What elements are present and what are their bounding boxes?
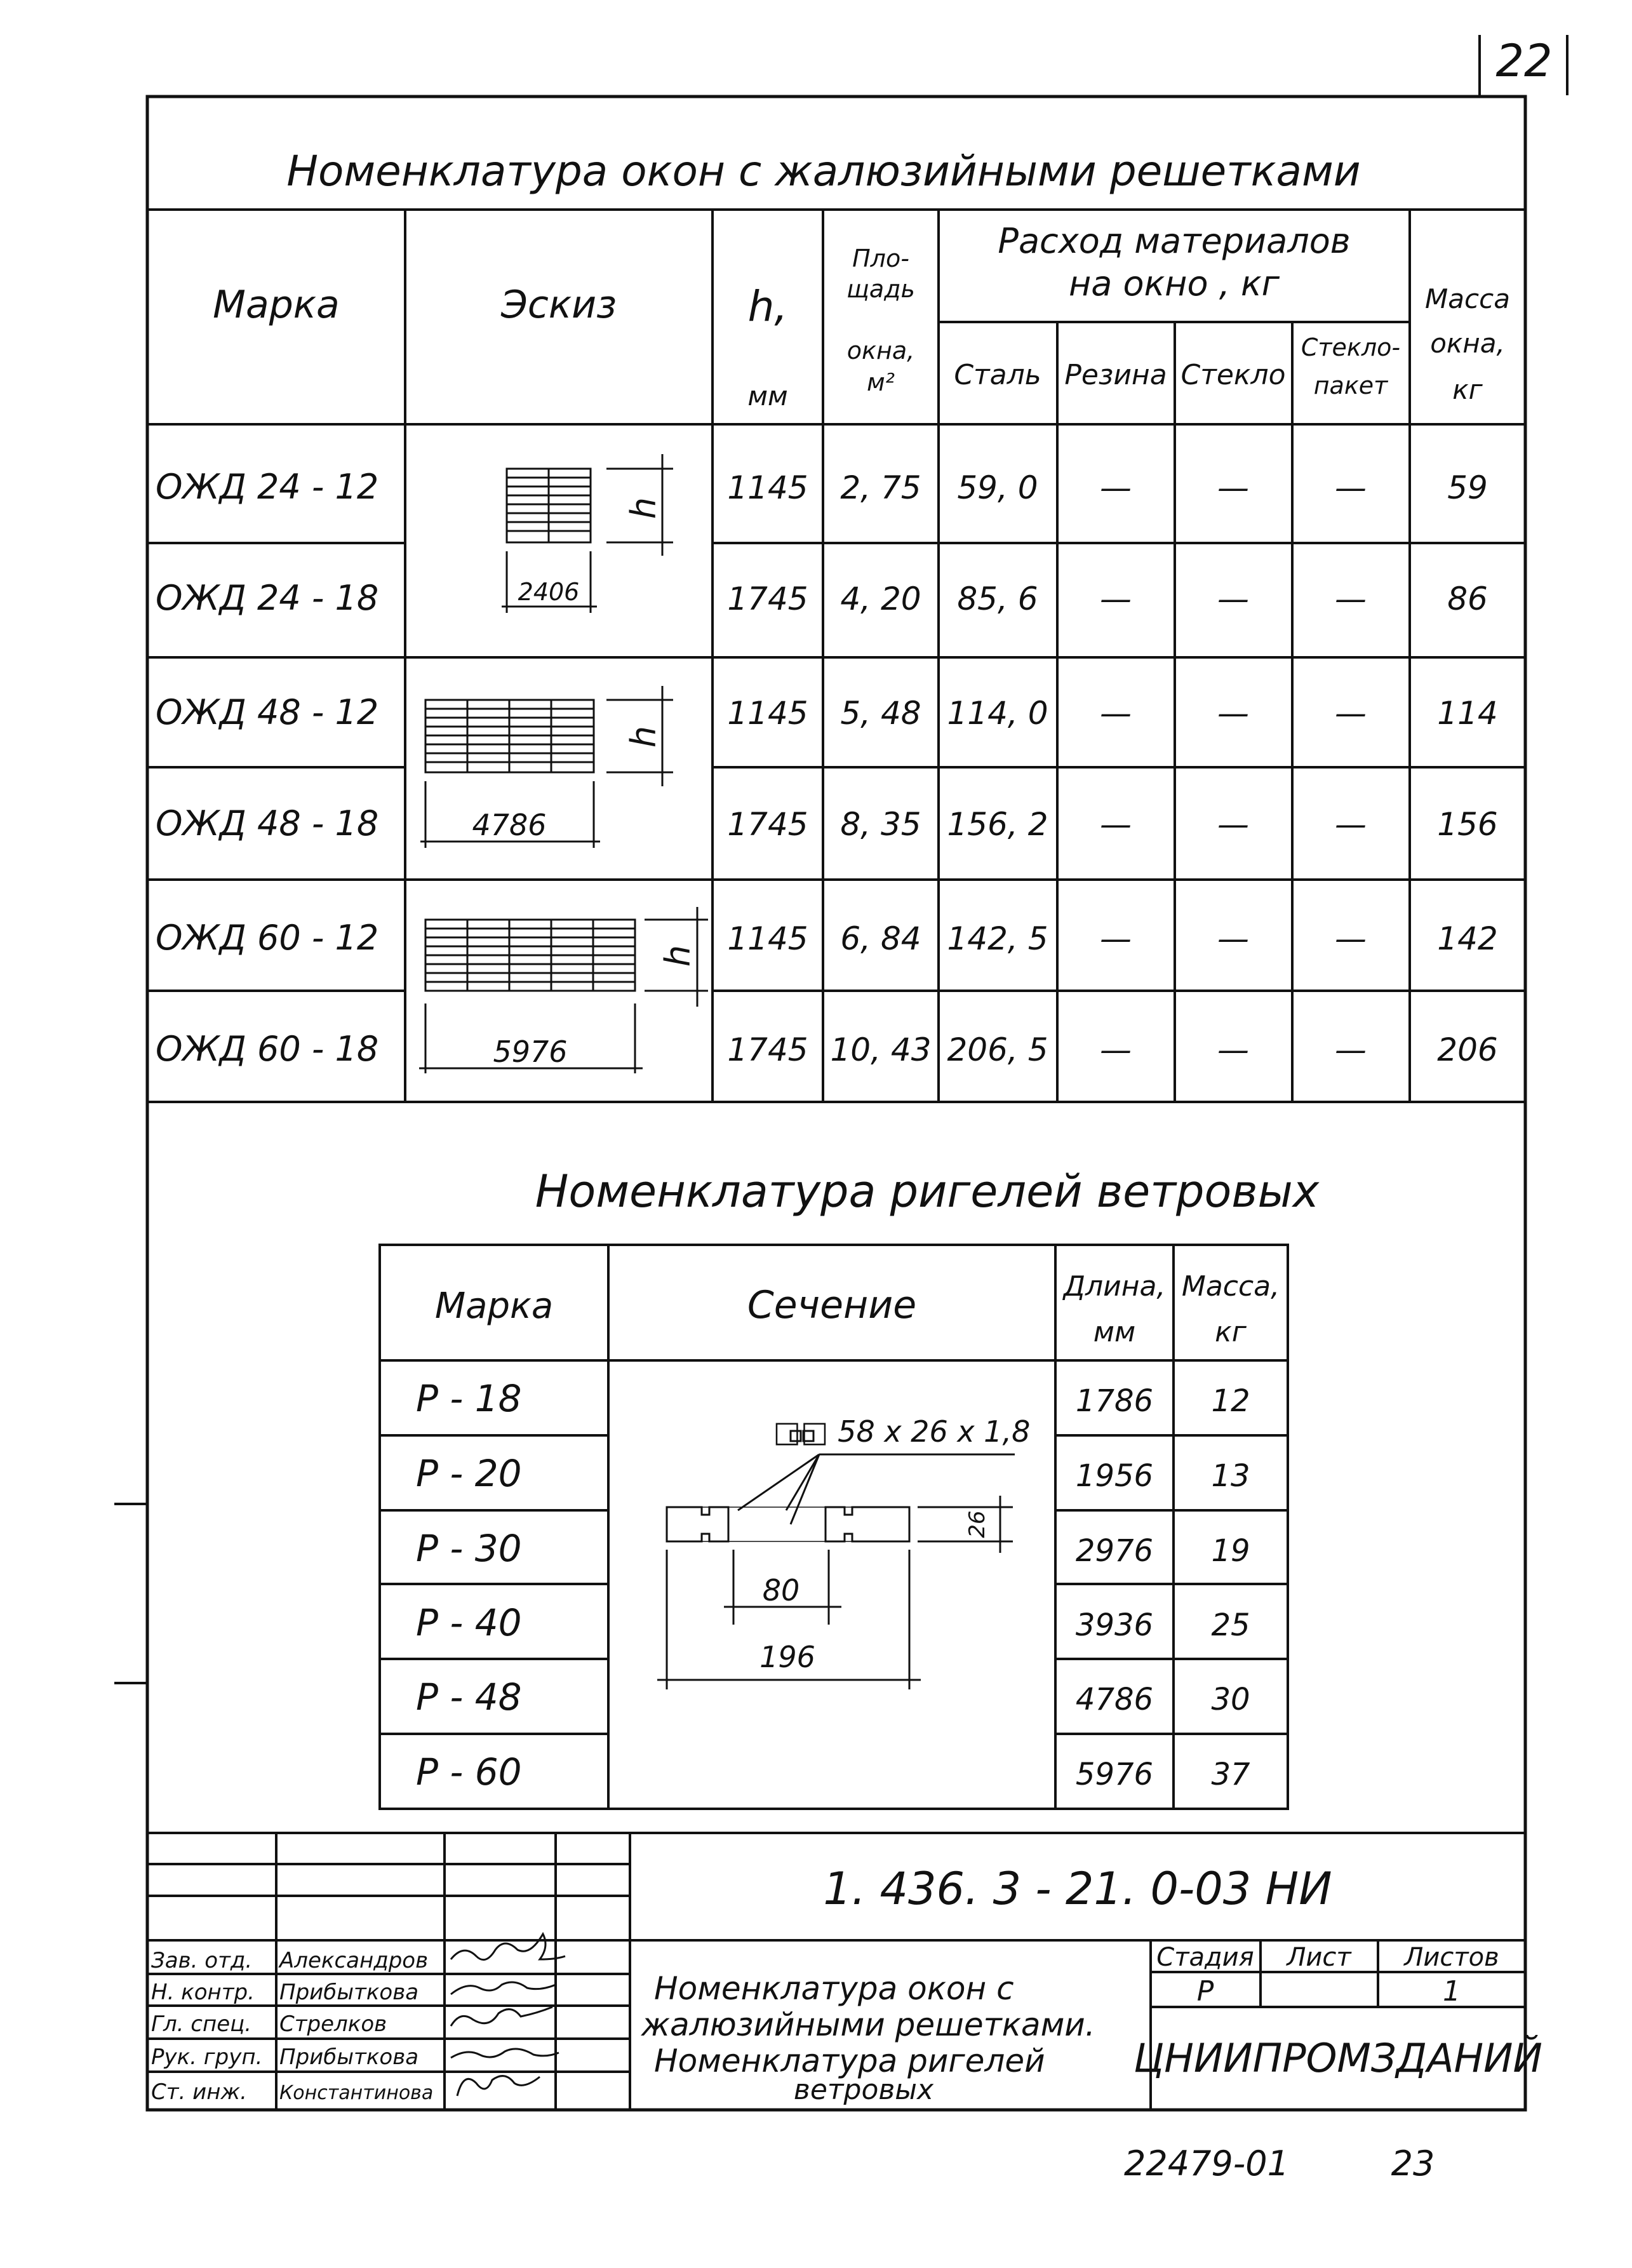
row-mark: ОЖД 24 - 12 (156, 467, 379, 507)
signatory-row (151, 2011, 387, 2037)
row-glazing: — (1335, 469, 1367, 506)
row-area: 8, 35 (840, 806, 921, 843)
beam-mass: 19 (1211, 1533, 1250, 1569)
row-glazing: — (1335, 806, 1367, 843)
window-sketch-medium (420, 686, 673, 848)
row-glass: — (1217, 469, 1249, 506)
sheets-value: 1 (1443, 1975, 1461, 2008)
row-area: 2, 75 (840, 469, 921, 506)
table-row (416, 1675, 1250, 1719)
sheet-label: Лист (1287, 1943, 1351, 1972)
row-area: 10, 43 (830, 1031, 932, 1068)
beam-dim-80: 80 (762, 1573, 800, 1607)
table-row (416, 1377, 1250, 1420)
row-mass: 206 (1437, 1031, 1498, 1068)
row-glass: — (1217, 1031, 1249, 1068)
table-row (156, 803, 1498, 843)
row-mass: 142 (1437, 920, 1498, 957)
beams-header-section: Сечение (747, 1283, 917, 1327)
row-mark: ОЖД 48 - 18 (156, 803, 379, 843)
beam-mark: Р - 40 (416, 1601, 522, 1644)
header-mark: Марка (213, 283, 340, 327)
header-area-4: м² (867, 368, 895, 396)
row-rubber: — (1100, 806, 1132, 843)
row-glazing: — (1335, 1031, 1367, 1068)
row-steel: 156, 2 (947, 806, 1048, 843)
row-area: 6, 84 (840, 920, 921, 957)
beam-mass: 12 (1211, 1383, 1250, 1419)
beams-header-mass-1: Масса, (1181, 1270, 1280, 1303)
beams-header-length-2: мм (1093, 1316, 1136, 1348)
sketch-width-5976: 5976 (493, 1035, 568, 1069)
beam-dim-196: 196 (759, 1640, 815, 1674)
beam-length: 1786 (1075, 1383, 1154, 1419)
organization-name: ЦНИИПРОМЗДАНИЙ (1134, 2035, 1542, 2081)
table-row (416, 1452, 1250, 1495)
beams-header-mass-2: кг (1215, 1316, 1247, 1348)
signatory-name: Прибыткова (279, 2044, 419, 2070)
drawing-code: 1. 436. 3 - 21. 0-03 НИ (823, 1863, 1332, 1915)
signatory-row (151, 1948, 428, 1973)
row-area: 5, 48 (840, 695, 921, 732)
signatory-role: Рук. груп. (151, 2044, 263, 2070)
table-row (416, 1527, 1250, 1570)
beams-header-length-1: Длина, (1063, 1270, 1166, 1303)
row-glazing: — (1335, 695, 1367, 732)
beam-mass: 37 (1211, 1757, 1250, 1792)
sheet-number: 22 (1495, 35, 1553, 87)
signatory-role: Н. контр. (151, 1980, 255, 2005)
beam-profile-label: □□ 58 х 26 х 1,8 (773, 1414, 1031, 1449)
table-row (156, 692, 1498, 732)
row-h: 1745 (727, 806, 808, 843)
signatory-row (151, 1980, 418, 2005)
windows-table-title: Номенклатура окон с жалюзийными решетками (286, 147, 1361, 196)
signatory-name: Прибыткова (279, 1980, 419, 2005)
beam-length: 1956 (1075, 1458, 1154, 1494)
row-h: 1145 (727, 469, 808, 506)
beam-section-sketch (657, 1431, 1015, 1689)
beams-header-mark: Марка (434, 1285, 554, 1327)
header-mass-1: Масса (1425, 283, 1510, 314)
signature (451, 2007, 552, 2026)
beam-length: 2976 (1075, 1533, 1154, 1569)
signature (457, 2076, 540, 2096)
row-mass: 114 (1437, 695, 1498, 732)
row-steel: 114, 0 (947, 695, 1048, 732)
signature (451, 1982, 556, 1994)
row-rubber: — (1100, 1031, 1132, 1068)
row-glazing: — (1335, 580, 1367, 617)
row-steel: 206, 5 (947, 1031, 1048, 1068)
beam-mass: 30 (1211, 1682, 1250, 1717)
beam-mark: Р - 48 (416, 1675, 522, 1719)
beam-mark: Р - 30 (416, 1527, 522, 1570)
row-mark: ОЖД 60 - 12 (156, 918, 379, 958)
signatory-name: Константинова (279, 2082, 434, 2104)
beams-table-title: Номенклатура ригелей ветровых (535, 1165, 1320, 1218)
signature (451, 2049, 559, 2058)
header-glazing-1: Стекло- (1301, 333, 1401, 361)
beam-mark: Р - 18 (416, 1377, 522, 1420)
signature (451, 1934, 565, 1960)
row-rubber: — (1100, 469, 1132, 506)
stage-value: Р (1196, 1975, 1214, 2008)
header-steel: Сталь (954, 359, 1041, 391)
row-mark: ОЖД 60 - 18 (156, 1029, 379, 1069)
header-mass-2: окна, (1430, 328, 1505, 359)
header-mass-3: кг (1452, 374, 1483, 405)
row-area: 4, 20 (840, 580, 921, 617)
beam-mark: Р - 20 (416, 1452, 522, 1495)
row-mass: 156 (1437, 806, 1498, 843)
row-mass: 59 (1447, 469, 1488, 506)
row-h: 1745 (727, 1031, 808, 1068)
beam-mass: 25 (1211, 1607, 1250, 1643)
row-glass: — (1217, 580, 1249, 617)
signatory-row (151, 2044, 418, 2070)
row-glass: — (1217, 695, 1249, 732)
sketch-h-label: h (624, 497, 664, 520)
row-steel: 59, 0 (957, 469, 1038, 506)
row-rubber: — (1100, 920, 1132, 957)
table-row (156, 578, 1488, 618)
signatory-role: Гл. спец. (151, 2011, 252, 2037)
header-h: h, (747, 282, 788, 331)
row-mass: 86 (1447, 580, 1488, 617)
table-row (156, 918, 1498, 958)
header-glass: Стекло (1181, 359, 1286, 391)
beam-length: 4786 (1075, 1682, 1154, 1717)
row-glazing: — (1335, 920, 1367, 957)
header-sketch: Эскиз (500, 283, 617, 327)
sketch-h-label: h (658, 944, 698, 967)
archive-page: 23 (1391, 2144, 1435, 2184)
header-rubber: Резина (1064, 359, 1167, 391)
header-glazing-2: пакет (1313, 372, 1388, 399)
beam-dim-26: 26 (965, 1510, 990, 1538)
stamp-title-line-4: ветровых (793, 2074, 934, 2106)
beam-mass: 13 (1211, 1458, 1250, 1494)
row-glass: — (1217, 920, 1249, 957)
table-row (156, 1029, 1498, 1069)
stamp-title-line-3: Номенклатура ригелей (654, 2043, 1045, 2079)
sketch-h-label: h (624, 725, 664, 748)
header-h-unit: мм (747, 380, 788, 412)
beam-mark: Р - 60 (416, 1750, 522, 1794)
row-h: 1745 (727, 580, 808, 617)
sketch-width-2406: 2406 (518, 578, 580, 606)
beam-length: 3936 (1075, 1607, 1154, 1643)
header-consumption-1: Расход материалов (998, 221, 1351, 261)
row-glass: — (1217, 806, 1249, 843)
signatory-row (151, 2079, 433, 2105)
signatory-name: Александров (279, 1948, 429, 1973)
row-mark: ОЖД 48 - 12 (156, 692, 379, 732)
header-area-3: окна, (846, 337, 915, 365)
row-steel: 85, 6 (957, 580, 1038, 617)
signatory-role: Зав. отд. (151, 1948, 253, 1973)
stamp-title-line-2: жалюзийными решетками. (641, 2006, 1095, 2043)
row-steel: 142, 5 (947, 920, 1048, 957)
header-area-2: щадь (846, 275, 915, 303)
row-h: 1145 (727, 920, 808, 957)
header-consumption-2: на окно , кг (1068, 264, 1280, 304)
row-mark: ОЖД 24 - 18 (156, 578, 379, 618)
stage-label: Стадия (1156, 1943, 1254, 1972)
sketch-width-4786: 4786 (472, 808, 547, 842)
signatory-role: Ст. инж. (151, 2079, 247, 2105)
table-row (156, 467, 1488, 507)
stamp-title-line-1: Номенклатура окон с (654, 1970, 1014, 2007)
sheets-label: Листов (1404, 1943, 1499, 1972)
row-rubber: — (1100, 695, 1132, 732)
header-area-1: Пло- (852, 245, 909, 272)
beam-length: 5976 (1075, 1757, 1154, 1792)
archive-number: 22479-01 (1124, 2144, 1289, 2184)
signatory-name: Стрелков (279, 2011, 387, 2037)
row-h: 1145 (727, 695, 808, 732)
table-row (416, 1750, 1250, 1794)
row-rubber: — (1100, 580, 1132, 617)
